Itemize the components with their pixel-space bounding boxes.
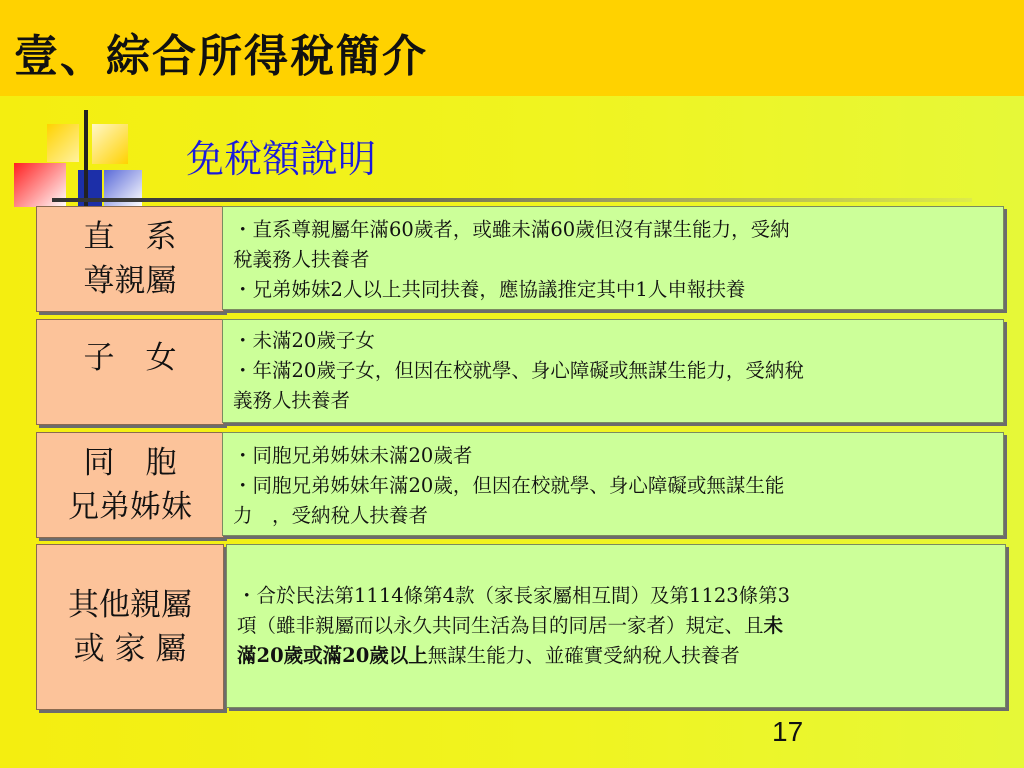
row-content [222, 206, 1004, 310]
slide-title: 壹、綜合所得稅簡介 [14, 31, 428, 82]
content-line: ・直系尊親屬年滿60歲者，或雖未滿60歲但沒有謀生能力，受納 [233, 218, 790, 241]
plain-text: 項（雖非親屬而以永久共同生活為目的同居一家者）規定、且 [237, 614, 764, 637]
content-line: ・年滿20歲子女，但因在校就學、身心障礙或無謀生能力，受納稅 [233, 359, 804, 382]
content-line [237, 611, 995, 641]
row-siblings [36, 432, 1006, 538]
row-content [226, 544, 1006, 708]
row-children [36, 319, 1006, 425]
content-line: ・合於民法第1114條第4款（家長家屬相互間）及第1123條第3 [237, 584, 791, 607]
emphasis-text: 未 [763, 614, 784, 637]
row-label [36, 432, 224, 538]
decorative-block [92, 124, 128, 164]
content-line: ・未滿20歲子女 [233, 329, 375, 352]
label-line: 直 系 [83, 219, 177, 255]
label-line: 尊親屬 [83, 263, 177, 299]
content-line: 稅義務人扶養者 [233, 248, 370, 271]
page-number: 17 [772, 716, 804, 747]
content-line: ・同胞兄弟姊妹未滿20歲者 [233, 444, 473, 467]
content-line: 義務人扶養者 [233, 389, 351, 412]
content-line: 力 ，受納稅人扶養者 [233, 504, 429, 527]
row-label [36, 319, 224, 425]
content-line: ・兄弟姊妹2人以上共同扶養，應協議推定其中1人申報扶養 [233, 278, 746, 301]
plain-text: 無謀生能力、並確實受納稅人扶養者 [427, 644, 740, 667]
row-lineal-ascendants [36, 206, 1006, 312]
emphasis-text: 滿20歲或滿20歲以上 [237, 644, 428, 667]
label-line: 子 女 [83, 340, 177, 376]
divider-line [52, 198, 972, 202]
label-line: 同 胞 [83, 445, 177, 481]
row-content [222, 319, 1004, 423]
decorative-block [47, 124, 79, 162]
section-subtitle: 免稅額說明 [186, 137, 377, 181]
decorative-line [84, 110, 88, 210]
label-line: 或 家 屬 [73, 631, 187, 667]
header-bar [0, 0, 1024, 96]
content-line: ・同胞兄弟姊妹年滿20歲，但因在校就學、身心障礙或無謀生能 [233, 474, 785, 497]
label-line: 其他親屬 [68, 587, 192, 623]
content-line [237, 641, 995, 671]
row-other-relatives [36, 544, 1006, 710]
row-label [36, 544, 224, 710]
label-line: 兄弟姊妹 [68, 489, 192, 525]
row-label [36, 206, 224, 312]
row-content [222, 432, 1004, 536]
